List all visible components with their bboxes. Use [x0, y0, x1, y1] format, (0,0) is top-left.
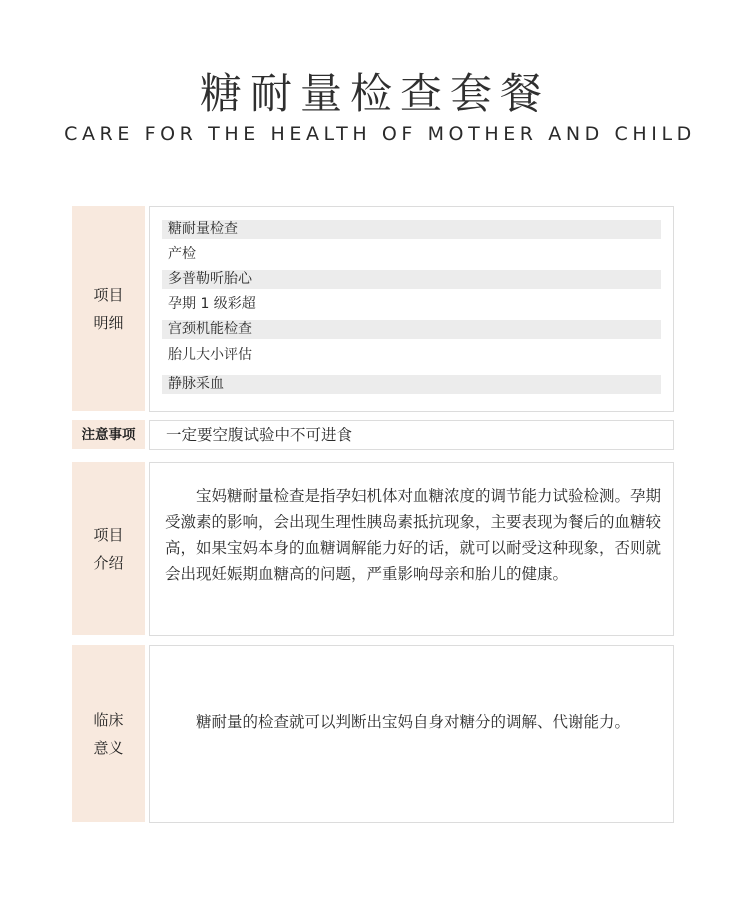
intro-label-line1: 项目: [93, 525, 124, 544]
notice-text: 一定要空腹试验中不可进食: [166, 426, 353, 444]
items-label-line2: 明细: [93, 313, 124, 332]
intro-text: 宝妈糖耐量检查是指孕妇机体对血糖浓度的调节能力试验检测。孕期受激素的影响，会出现生理性胰岛素抵抗现象，主要表现为餐后的血糖较高，如果宝妈本身的血糖调解能力好的话，就可以耐受这种现象，否则就会出现妊娠期血糖高的问题，严重影响母亲和胎儿的健康。: [165, 487, 662, 583]
significance-label: [72, 645, 145, 822]
items-box: [149, 206, 674, 412]
intro-label: [72, 462, 145, 635]
list-item: 孕期 1 级彩超: [168, 296, 256, 312]
list-item: 多普勒听胎心: [162, 270, 661, 289]
list-item: 胎儿大小评估: [168, 347, 252, 363]
list-item: 产检: [168, 246, 196, 262]
significance-label-line2: 意义: [93, 738, 124, 757]
intro-label-line2: 介绍: [93, 553, 124, 572]
significance-text: 糖耐量的检查就可以判断出宝妈自身对糖分的调解、代谢能力。: [196, 713, 631, 731]
items-label: [72, 206, 145, 411]
significance-label-line1: 临床: [93, 710, 124, 729]
page-subtitle: CARE FOR THE HEALTH OF MOTHER AND CHILD: [64, 123, 696, 145]
list-item: 静脉采血: [162, 375, 661, 394]
list-item: 糖耐量检查: [162, 220, 661, 239]
list-item: 宫颈机能检查: [162, 320, 661, 339]
significance-box: [149, 645, 674, 823]
page-title: 糖耐量检查套餐: [199, 69, 550, 118]
intro-box: [149, 462, 674, 636]
items-label-line1: 项目: [93, 285, 124, 304]
notice-label: 注意事项: [72, 420, 145, 449]
notice-box: [149, 420, 674, 450]
